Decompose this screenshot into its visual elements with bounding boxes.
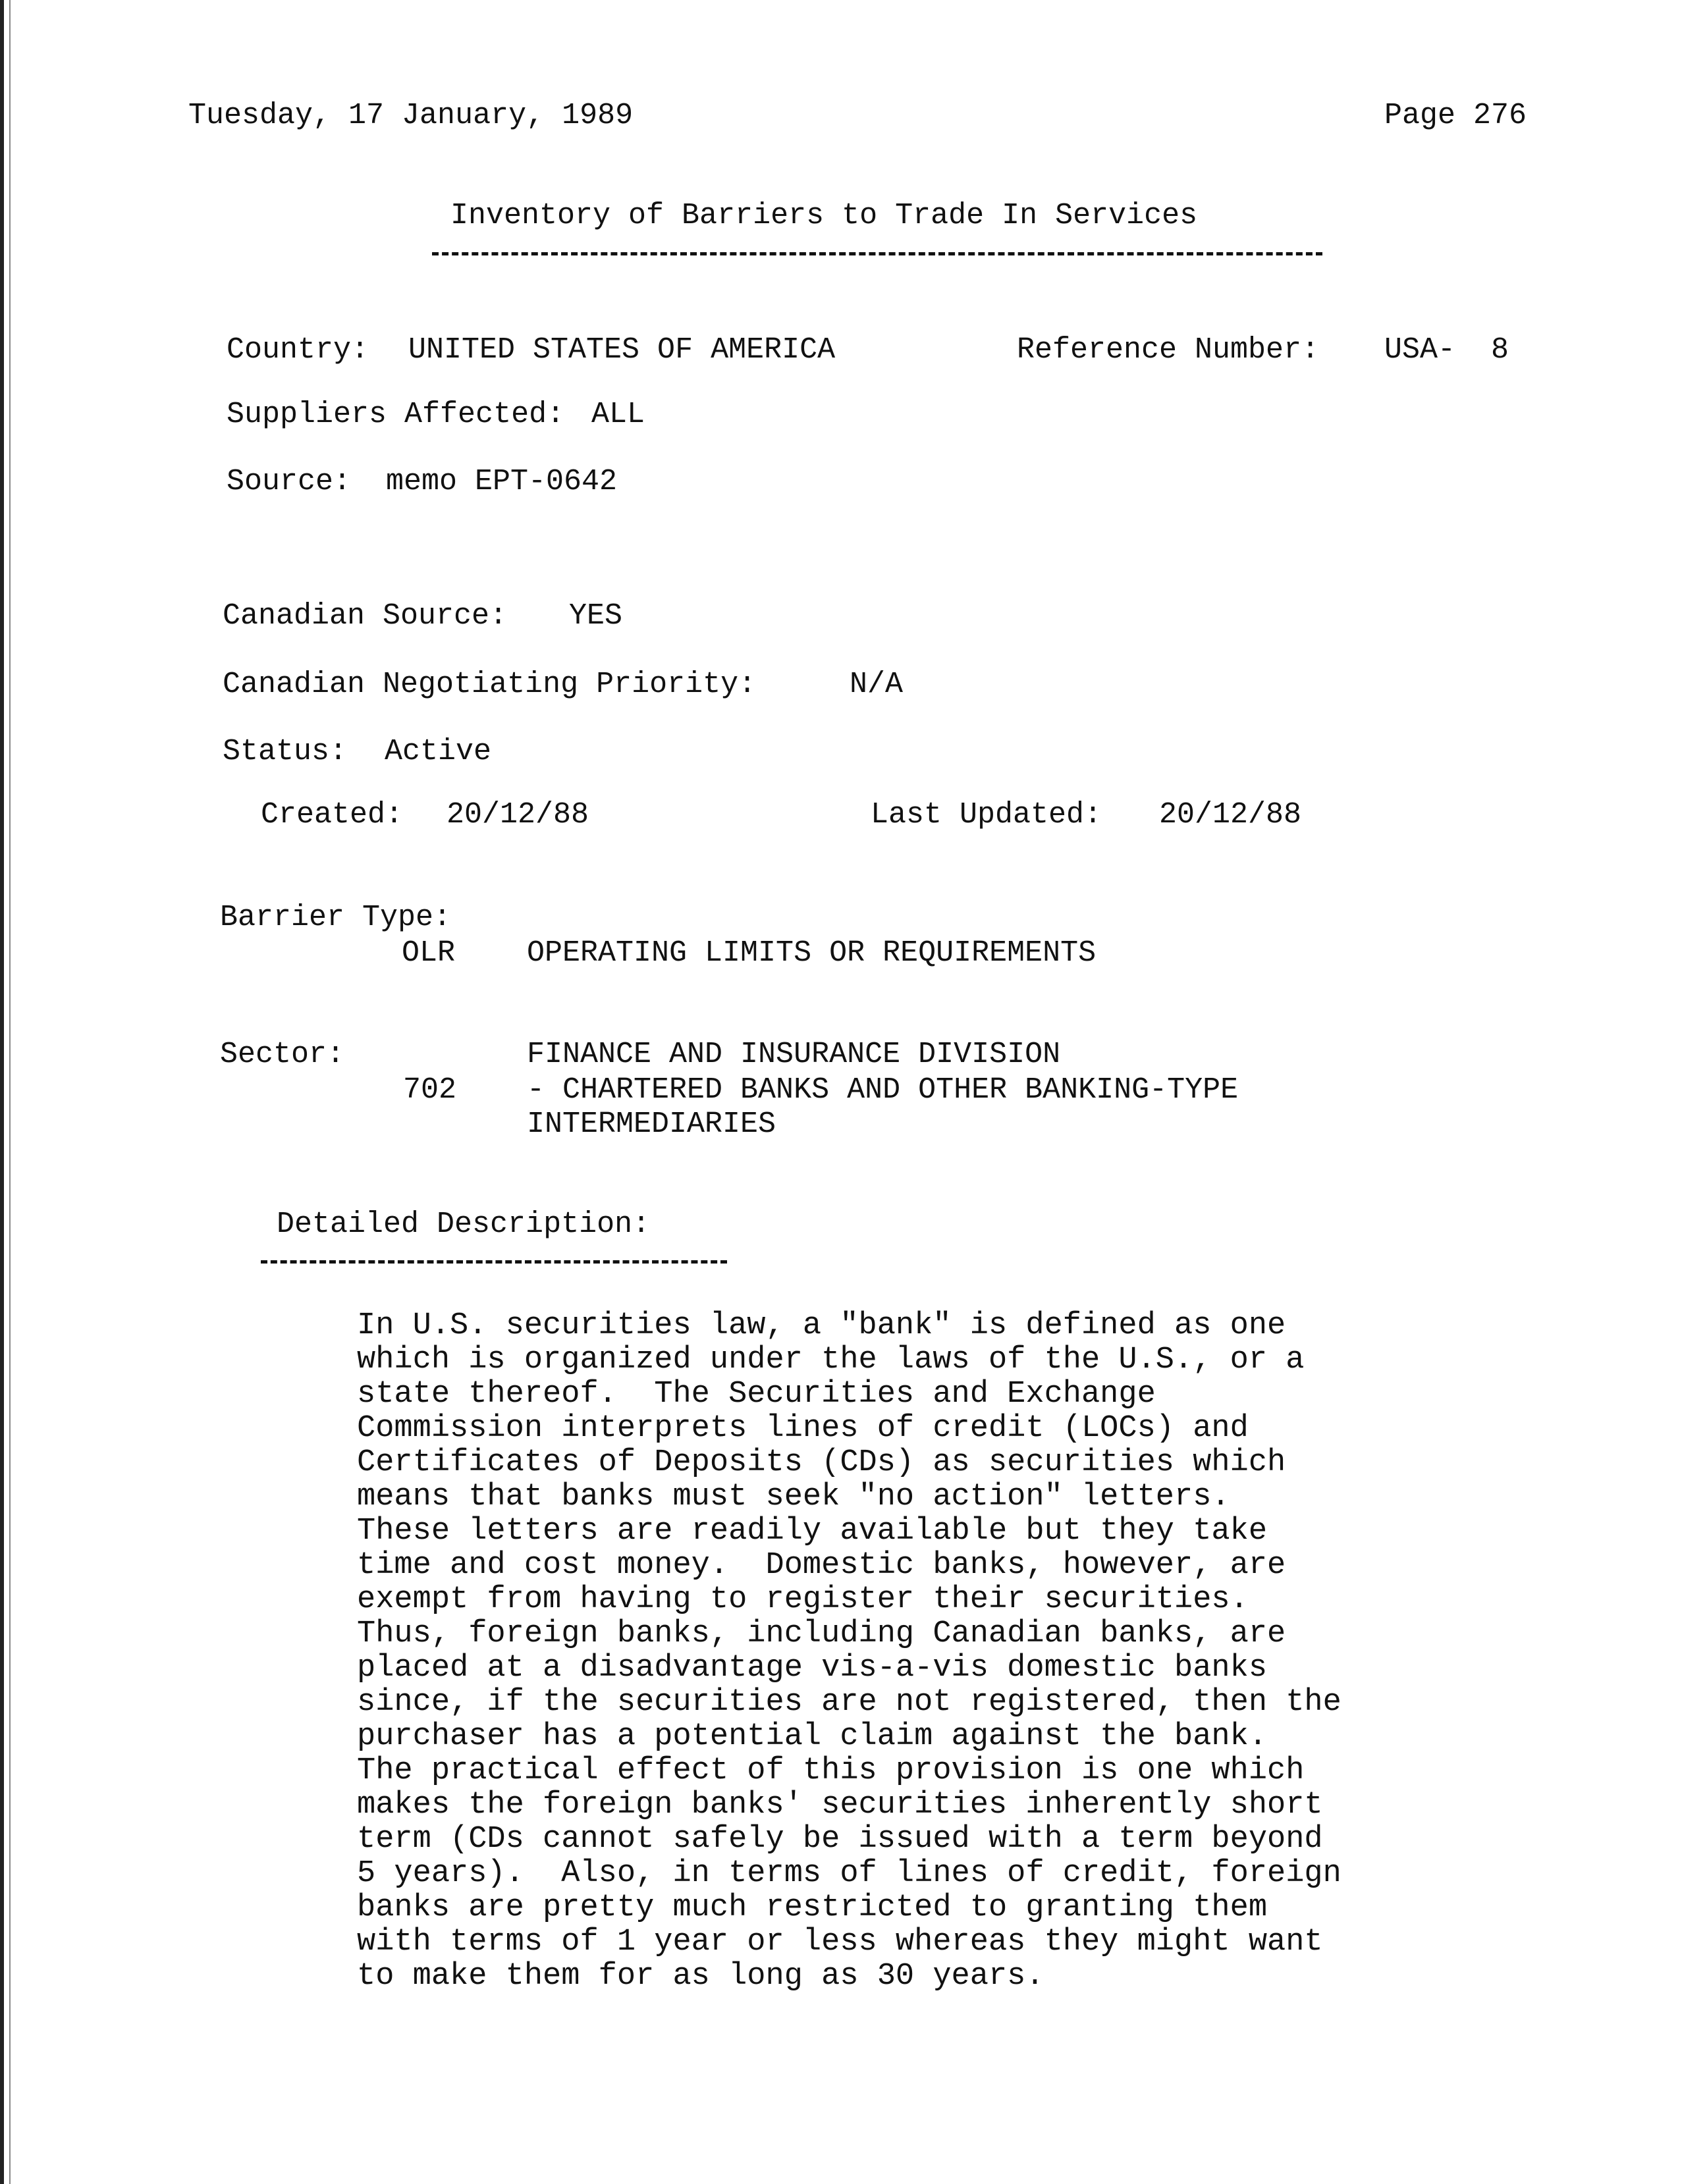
last-updated-value: 20/12/88 <box>1159 798 1302 832</box>
priority-label: Canadian Negotiating Priority: <box>223 668 757 701</box>
report-date: Tuesday, 17 January, 1989 <box>188 99 634 132</box>
description-line: exempt from having to register their securities. <box>357 1582 1249 1617</box>
page-number: Page 276 <box>1384 99 1527 132</box>
source-label: Source: <box>227 465 352 498</box>
description-line: 5 years). Also, in terms of lines of credit, foreign <box>357 1856 1341 1891</box>
description-line: makes the foreign banks' securities inherently short <box>357 1788 1323 1823</box>
status-value: Active <box>385 735 492 768</box>
country-label: Country: <box>227 333 369 367</box>
description-line: state thereof. The Securities and Exchange <box>357 1377 1156 1412</box>
sector-line-2: INTERMEDIARIES <box>527 1107 776 1141</box>
description-line: time and cost money. Domestic banks, however, are <box>357 1548 1286 1583</box>
canadian-source-value: YES <box>569 599 623 633</box>
description-line: term (CDs cannot safely be issued with a term beyond <box>357 1822 1323 1857</box>
description-line: placed at a disadvantage vis-a-vis domestic banks <box>357 1651 1268 1686</box>
canadian-source-label: Canadian Source: <box>223 599 508 633</box>
description-line: Commission interprets lines of credit (LOCs) and <box>357 1411 1249 1446</box>
reference-value: USA- 8 <box>1384 333 1509 367</box>
description-line: since, if the securities are not registered, then the <box>357 1685 1341 1720</box>
sector-line-1: - CHARTERED BANKS AND OTHER BANKING-TYPE <box>527 1073 1239 1107</box>
created-value: 20/12/88 <box>447 798 589 832</box>
barrier-type-description: OPERATING LIMITS OR REQUIREMENTS <box>527 936 1097 970</box>
description-line: These letters are readily available but they take <box>357 1514 1268 1549</box>
barrier-type-label: Barrier Type: <box>220 901 452 934</box>
sector-label: Sector: <box>220 1038 345 1071</box>
description-line: to make them for as long as 30 years. <box>357 1959 1044 1994</box>
country-value: UNITED STATES OF AMERICA <box>408 333 836 367</box>
description-line: The practical effect of this provision is one which <box>357 1753 1305 1788</box>
description-line: means that banks must seek "no action" letters. <box>357 1479 1230 1514</box>
description-body <box>357 1309 1477 1994</box>
description-line: purchaser has a potential claim against the bank. <box>357 1719 1268 1754</box>
page-edge <box>0 0 4 2184</box>
source-value: memo EPT-0642 <box>386 465 618 498</box>
suppliers-label: Suppliers Affected: <box>227 398 565 431</box>
status-label: Status: <box>223 735 348 768</box>
reference-label: Reference Number: <box>1017 333 1320 367</box>
description-line: Certificates of Deposits (CDs) as securities which <box>357 1445 1286 1480</box>
description-line: which is organized under the laws of the U.S., or a <box>357 1343 1305 1377</box>
description-line: Thus, foreign banks, including Canadian banks, are <box>357 1616 1286 1651</box>
suppliers-value: ALL <box>591 398 645 431</box>
description-heading-underline <box>261 1260 727 1267</box>
title-underline <box>432 252 1322 259</box>
sector-code: 702 <box>403 1073 457 1107</box>
description-line: with terms of 1 year or less whereas they might want <box>357 1925 1323 1959</box>
description-line: In U.S. securities law, a "bank" is defined as one <box>357 1308 1286 1343</box>
barrier-type-code: OLR <box>402 936 456 970</box>
description-line: banks are pretty much restricted to granting them <box>357 1890 1268 1925</box>
sector-division: FINANCE AND INSURANCE DIVISION <box>527 1038 1061 1071</box>
description-heading: Detailed Description: <box>277 1208 651 1241</box>
page-edge-line <box>9 0 11 2184</box>
priority-value: N/A <box>850 668 904 701</box>
document-title: Inventory of Barriers to Trade In Services <box>450 199 1198 232</box>
last-updated-label: Last Updated: <box>871 798 1102 832</box>
created-label: Created: <box>261 798 404 832</box>
